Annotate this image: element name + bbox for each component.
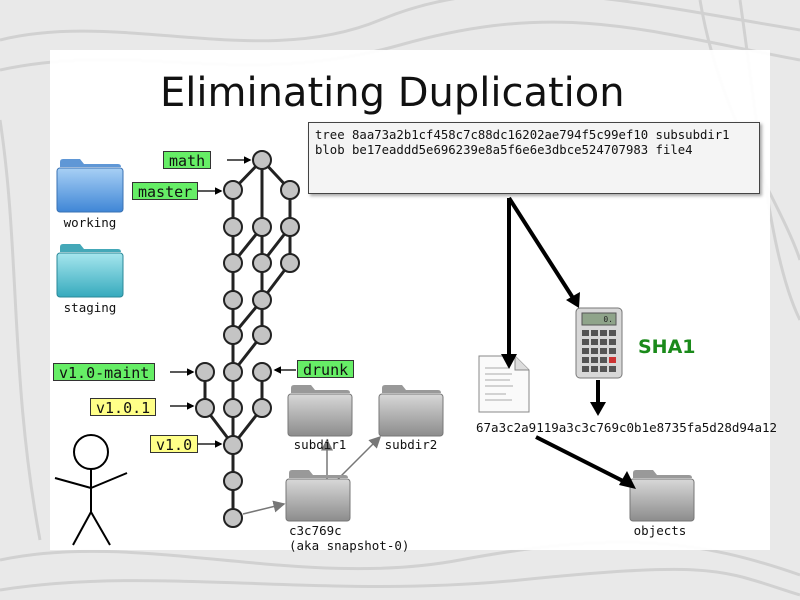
commit-node[interactable] — [224, 399, 242, 417]
commit-node[interactable] — [253, 291, 271, 309]
folder-label-working: working — [63, 215, 117, 230]
slide-title: Eliminating Duplication — [160, 70, 625, 116]
hash-line-blob: blob be17eaddd5e696239e8a5f6e6e3dbce524707983 file4 — [315, 143, 693, 157]
commit-node[interactable] — [253, 326, 271, 344]
snapshot-alias-label: (aka snapshot-0) — [289, 538, 410, 553]
folder-label-subdir2: subdir2 — [384, 437, 438, 452]
folder-icon-subdir2[interactable] — [379, 385, 443, 436]
folder-label-staging: staging — [63, 300, 117, 315]
commit-node[interactable] — [224, 326, 242, 344]
document-icon — [479, 356, 529, 412]
hash-line-tree: tree 8aa73a2b1cf458c7c88dc16202ae794f5c99ef10 subsubdir1 — [315, 128, 730, 142]
commit-node[interactable] — [281, 254, 299, 272]
folder-label-objects: objects — [633, 523, 687, 538]
folder-label-subdir1: subdir1 — [293, 437, 347, 452]
commit-node[interactable] — [224, 472, 242, 490]
commit-node[interactable] — [224, 363, 242, 381]
commit-node[interactable] — [224, 254, 242, 272]
commit-node[interactable] — [281, 218, 299, 236]
folder-icon-snapshot[interactable] — [286, 470, 350, 521]
snapshot-id-label: c3c769c — [289, 523, 342, 538]
commit-node[interactable] — [253, 254, 271, 272]
folder-icon-working[interactable] — [57, 159, 123, 212]
sha1-digest: 67a3c2a9119a3c3c769c0b1e8735fa5d28d94a12 — [476, 420, 778, 435]
commit-node[interactable] — [253, 151, 271, 169]
folder-icon-objects[interactable] — [630, 470, 694, 521]
commit-node[interactable] — [281, 181, 299, 199]
commit-node[interactable] — [196, 399, 214, 417]
tag-label-v1-0-1[interactable]: v1.0.1 — [90, 398, 156, 416]
user-figure-icon — [55, 435, 127, 545]
commit-node[interactable] — [253, 363, 271, 381]
calculator-icon — [576, 308, 622, 378]
tag-label-v1-0[interactable]: v1.0 — [150, 435, 198, 453]
commit-node-snapshot[interactable] — [224, 509, 242, 527]
commit-nodes — [196, 151, 299, 527]
commit-graph-edges — [205, 160, 290, 518]
commit-node[interactable] — [196, 363, 214, 381]
sha1-label: SHA1 — [638, 336, 696, 358]
branch-label-v1-0-maint[interactable]: v1.0-maint — [53, 363, 155, 381]
branch-label-math[interactable]: math — [163, 151, 211, 169]
branch-label-master[interactable]: master — [132, 182, 198, 200]
svg-text:0.: 0. — [603, 315, 613, 324]
commit-node[interactable] — [253, 399, 271, 417]
commit-node[interactable] — [224, 218, 242, 236]
folder-icon-subdir1[interactable] — [288, 385, 352, 436]
commit-node[interactable] — [224, 181, 242, 199]
folder-icon-staging[interactable] — [57, 244, 123, 297]
commit-node[interactable] — [224, 436, 242, 454]
commit-node[interactable] — [224, 291, 242, 309]
branch-label-drunk[interactable]: drunk — [297, 360, 354, 378]
commit-node[interactable] — [253, 218, 271, 236]
